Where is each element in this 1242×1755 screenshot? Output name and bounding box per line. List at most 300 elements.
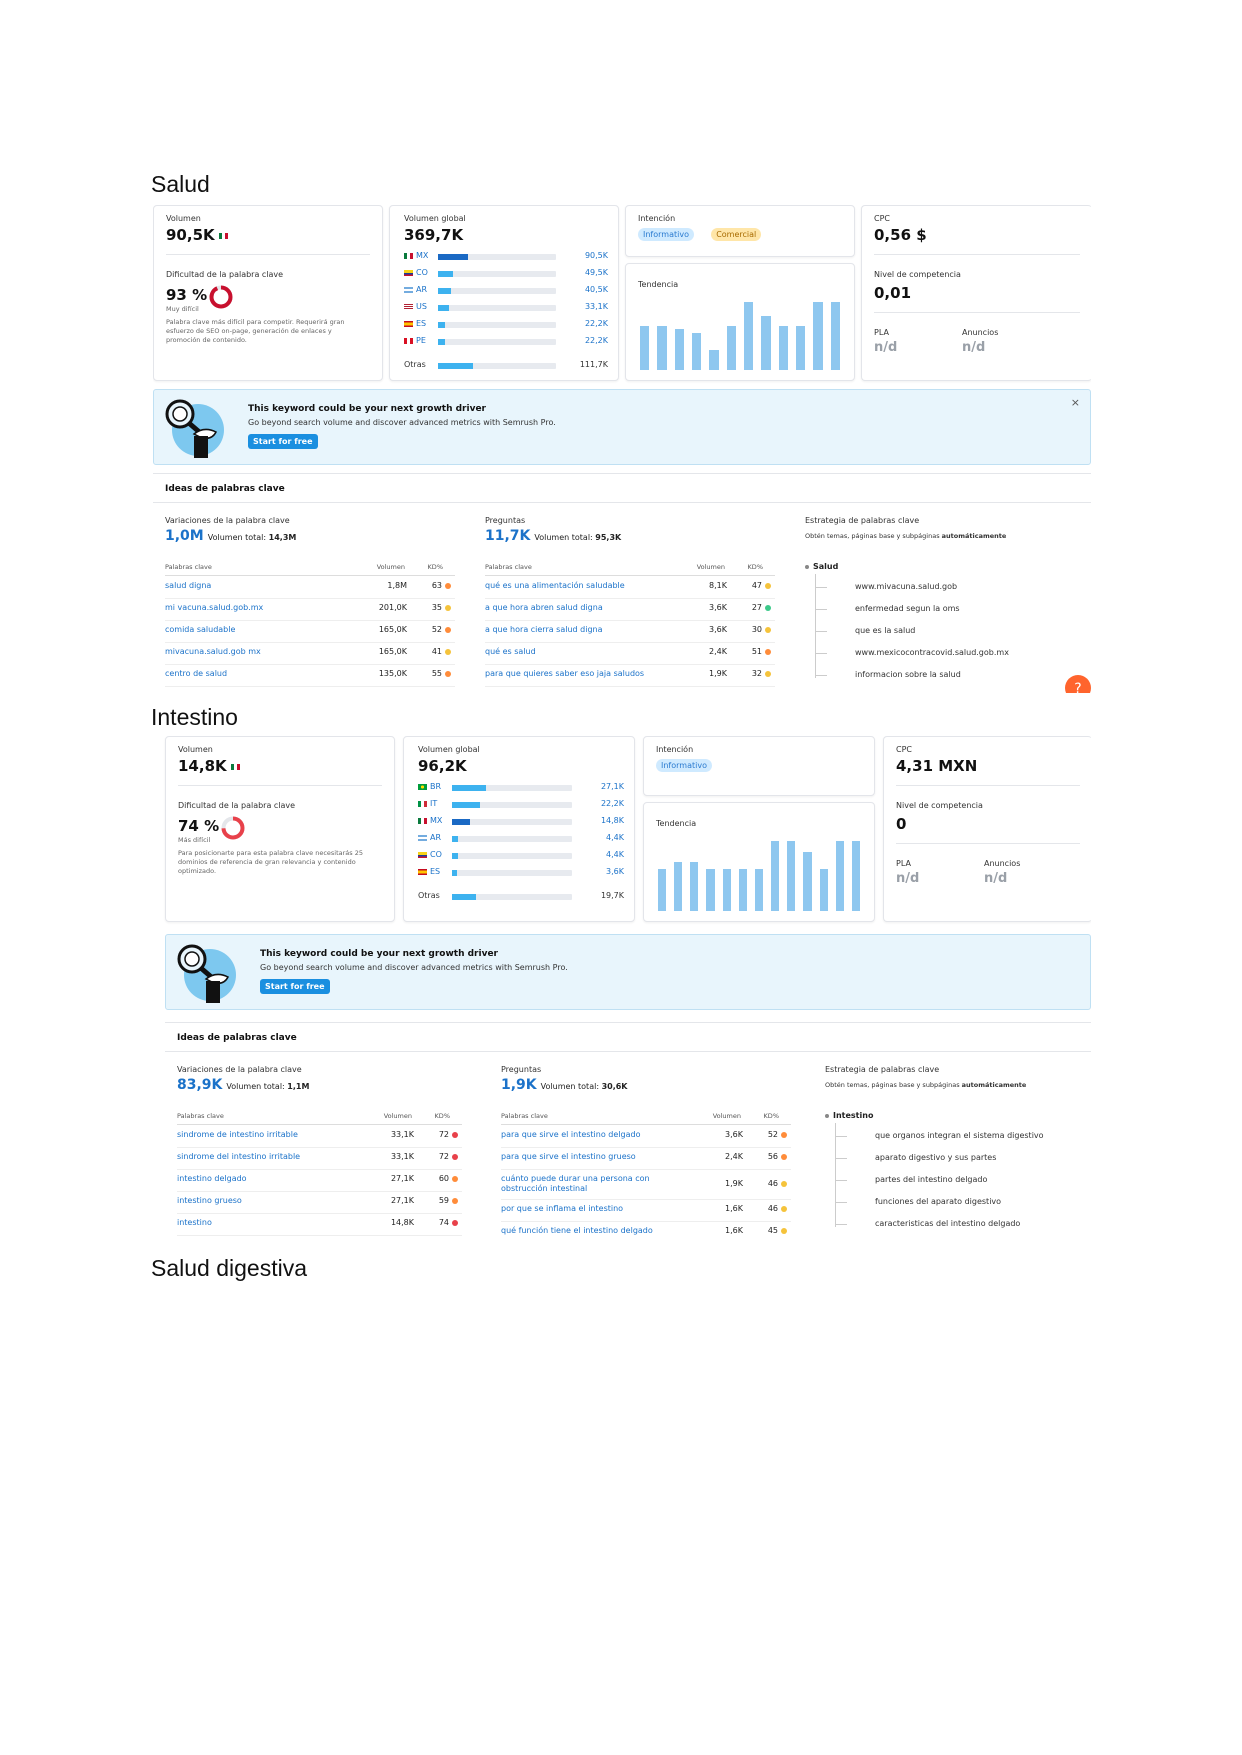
global-volume-value: 369,7K [404, 226, 464, 244]
kd-value: 59 [438, 1196, 449, 1205]
variations-title: Variaciones de la palabra clave [165, 516, 290, 525]
mascot-magnifier-icon [172, 939, 238, 1003]
variations-column [165, 510, 455, 693]
variations-table-header [165, 563, 455, 576]
country-value[interactable]: 90,5K [584, 251, 608, 260]
volume-cell: 1,9K [709, 669, 727, 678]
country-value[interactable]: 22,2K [584, 319, 608, 328]
cpc-label: CPC [896, 745, 912, 754]
strategy-desc-text: Obtén temas, páginas base y subpáginas [825, 1081, 960, 1089]
ideas-divider [165, 1051, 1091, 1052]
country-row [418, 849, 624, 862]
strategy-item[interactable]: enfermedad segun la oms [855, 604, 960, 613]
trend-bar [813, 302, 822, 370]
kd-cell [439, 1130, 458, 1139]
heading-salud: Salud [151, 171, 210, 197]
keyword-ideas-panel [153, 473, 1091, 693]
volume-cell: 1,6K [725, 1226, 743, 1235]
keyword-link[interactable]: cuánto puede durar una persona con obstrucción intestinal [501, 1174, 650, 1193]
kd-value: 74 [438, 1218, 449, 1227]
trend-bar [836, 841, 844, 911]
kd-cell [439, 1174, 458, 1183]
volume-cell: 2,4K [709, 647, 727, 656]
country-row [404, 301, 608, 314]
strategy-item[interactable]: que organos integran el sistema digestivo [875, 1131, 1044, 1140]
table-row [177, 1147, 462, 1170]
strategy-item[interactable]: partes del intestino delgado [875, 1175, 988, 1184]
country-value[interactable]: 27,1K [600, 782, 624, 791]
table-row [177, 1191, 462, 1214]
trend-chart [640, 302, 840, 370]
trend-bar [779, 326, 788, 370]
volume-cell: 201,0K [378, 603, 407, 612]
keyword-link[interactable]: mi vacuna.salud.gob.mx [165, 603, 264, 612]
trend-card [625, 263, 855, 381]
total-label: Volumen total: [534, 533, 593, 542]
kd-dot-icon [765, 605, 771, 611]
kd-dot-icon [452, 1132, 458, 1138]
keyword-ideas-panel [165, 1022, 1091, 1242]
table-row [485, 620, 775, 643]
strategy-branch [815, 675, 827, 676]
banner-title: This keyword could be your next growth driver [260, 949, 498, 959]
table-row [165, 598, 455, 621]
kd-dot-icon [781, 1132, 787, 1138]
kd-value: 46 [767, 1204, 778, 1213]
questions-column [501, 1059, 791, 1242]
questions-count[interactable] [485, 528, 621, 544]
col-volume: Volumen [383, 1112, 412, 1120]
trend-bar [706, 869, 714, 911]
difficulty-label: Dificultad de la palabra clave [178, 801, 296, 810]
kd-dot-icon [452, 1220, 458, 1226]
country-value[interactable]: 4,4K [606, 850, 624, 859]
table-row [485, 642, 775, 665]
flag-pe-icon [404, 338, 413, 344]
country-value[interactable]: 4,4K [606, 833, 624, 842]
keyword-link[interactable]: para que quieres saber eso jaja saludos [485, 669, 645, 678]
trend-bar [640, 326, 649, 370]
keyword-link[interactable]: qué es salud [485, 647, 536, 656]
country-row [418, 832, 624, 845]
difficulty-label: Dificultad de la palabra clave [166, 270, 284, 279]
variations-title: Variaciones de la palabra clave [177, 1065, 302, 1074]
keyword-link[interactable]: sindrome de intestino irritable [177, 1130, 298, 1139]
volume-cell: 1,8M [387, 581, 407, 590]
kd-value: 72 [438, 1130, 449, 1139]
help-button[interactable]: ? [1065, 675, 1091, 693]
strategy-item[interactable]: funciones del aparato digestivo [875, 1197, 1002, 1206]
start-free-button[interactable]: Start for free [248, 434, 318, 449]
kd-value: 56 [767, 1152, 778, 1161]
mascot-magnifier-icon [160, 394, 226, 458]
country-bar-track [438, 322, 556, 328]
strategy-root[interactable] [825, 1111, 873, 1120]
competition-divider [874, 312, 1080, 313]
col-keywords: Palabras clave [165, 563, 212, 571]
volume-cell: 3,6K [725, 1130, 743, 1139]
difficulty-donut [220, 815, 246, 841]
country-bar-fill [438, 305, 449, 311]
strategy-branch [815, 587, 827, 588]
total-value: 1,1M [287, 1082, 310, 1091]
global-volume-card [403, 736, 635, 922]
difficulty-donut [208, 284, 234, 310]
strategy-root[interactable] [805, 562, 838, 571]
volume-cell: 33,1K [390, 1130, 414, 1139]
global-volume-card [389, 205, 619, 381]
strategy-item[interactable]: que es la salud [855, 626, 916, 635]
questions-count[interactable] [501, 1077, 628, 1093]
close-icon[interactable]: × [1070, 396, 1080, 409]
trend-bar [771, 841, 779, 911]
country-bar-track [438, 271, 556, 277]
country-bar-track [438, 288, 556, 294]
volume-cell: 14,8K [390, 1218, 414, 1227]
strategy-branch [835, 1202, 847, 1203]
intent-badge: Informativo [638, 228, 694, 241]
kd-dot-icon [765, 649, 771, 655]
volume-number: 14,8K [178, 757, 227, 775]
kd-cell [439, 1218, 458, 1227]
keyword-link[interactable]: para que sirve el intestino grueso [501, 1152, 636, 1161]
kd-dot-icon [765, 583, 771, 589]
kd-value: 55 [431, 669, 442, 678]
keyword-link[interactable]: por que se inflama el intestino [501, 1204, 624, 1213]
questions-column [485, 510, 775, 693]
col-kd: KD% [427, 563, 443, 571]
kd-value: 45 [767, 1226, 778, 1235]
keyword-link[interactable]: intestino grueso [177, 1196, 242, 1205]
country-value[interactable]: 22,2K [600, 799, 624, 808]
kd-cell [768, 1152, 787, 1161]
heading-intestino: Intestino [151, 704, 238, 730]
strategy-description [825, 1081, 1026, 1090]
country-row [418, 781, 624, 794]
trend-bar [755, 869, 763, 911]
kd-cell [752, 625, 771, 634]
table-row [501, 1125, 791, 1148]
table-row [177, 1213, 462, 1236]
strategy-desc-bold: automáticamente [941, 532, 1007, 540]
banner-subtitle: Go beyond search volume and discover advanced metrics with Semrush Pro. [248, 418, 556, 427]
trend-bar [820, 869, 828, 911]
kd-dot-icon [781, 1228, 787, 1234]
variations-column [177, 1059, 462, 1242]
kd-value: 47 [751, 581, 762, 590]
intent-label: Intención [638, 214, 676, 223]
country-code[interactable]: CO [416, 268, 428, 277]
kd-cell [768, 1204, 787, 1213]
volume-cell: 135,0K [378, 669, 407, 678]
trend-bar [657, 326, 666, 370]
kd-value: 60 [438, 1174, 449, 1183]
table-row [485, 598, 775, 621]
country-value[interactable]: 33,1K [584, 302, 608, 311]
others-label: Otras [418, 891, 440, 900]
country-value[interactable]: 14,8K [600, 816, 624, 825]
col-kd: KD% [434, 1112, 450, 1120]
country-bar-fill [438, 322, 445, 328]
flag-us-icon [404, 304, 413, 310]
kd-dot-icon [445, 605, 451, 611]
volume-label: Volumen [178, 745, 213, 754]
others-bar-track [452, 894, 572, 900]
trend-bar [744, 302, 753, 370]
kd-cell [432, 647, 451, 656]
trend-label: Tendencia [656, 819, 697, 828]
strategy-branch [815, 653, 827, 654]
strategy-desc-text: Obtén temas, páginas base y subpáginas [805, 532, 940, 540]
trend-bar [658, 869, 666, 911]
kd-value: 32 [751, 669, 762, 678]
others-bar-fill [452, 894, 476, 900]
strategy-item[interactable]: caracteristicas del intestino delgado [875, 1219, 1021, 1228]
col-keywords: Palabras clave [177, 1112, 224, 1120]
trend-bar [674, 862, 682, 911]
total-label: Volumen total: [540, 1082, 600, 1091]
kd-dot-icon [445, 583, 451, 589]
pla-value: n/d [896, 871, 920, 886]
kd-dot-icon [781, 1206, 787, 1212]
country-bar-track [452, 819, 572, 825]
strategy-item[interactable]: aparato digestivo y sus partes [875, 1153, 997, 1162]
country-row [418, 866, 624, 879]
country-bar-track [452, 836, 572, 842]
strategy-branch [815, 609, 827, 610]
col-volume: Volumen [376, 563, 405, 571]
strategy-root-label: Intestino [833, 1111, 874, 1120]
table-row [485, 664, 775, 687]
strategy-item[interactable]: www.mexicocontracovid.salud.gob.mx [855, 648, 1009, 657]
keyword-link[interactable]: intestino delgado [177, 1174, 247, 1183]
bullet-icon [825, 1114, 829, 1118]
trend-bar [692, 333, 701, 370]
country-code[interactable]: MX [416, 251, 429, 260]
strategy-item[interactable]: informacion sobre la salud [855, 670, 961, 679]
table-row [501, 1147, 791, 1170]
country-code[interactable]: BR [430, 782, 442, 791]
mx-flag-icon [219, 233, 228, 239]
kd-cell [432, 625, 451, 634]
country-bar-fill [438, 254, 468, 260]
kd-value: 30 [751, 625, 762, 634]
country-bar-fill [452, 870, 457, 876]
kd-cell [439, 1196, 458, 1205]
others-value: 111,7K [579, 360, 608, 369]
kd-value: 35 [431, 603, 442, 612]
difficulty-value: 93 % [166, 286, 208, 304]
questions-title: Preguntas [485, 516, 526, 525]
volume-label: Volumen [166, 214, 201, 223]
country-bar-fill [452, 785, 486, 791]
country-value[interactable]: 40,5K [584, 285, 608, 294]
flag-it-icon [418, 801, 427, 807]
country-code[interactable]: PE [416, 336, 426, 345]
variations-total [208, 533, 297, 542]
kd-dot-icon [445, 671, 451, 677]
ideas-title: Ideas de palabras clave [177, 1033, 297, 1043]
country-code[interactable]: AR [416, 285, 428, 294]
volume-cell: 165,0K [378, 647, 407, 656]
kd-value: 63 [431, 581, 442, 590]
competition-divider [896, 843, 1080, 844]
table-row [501, 1169, 791, 1200]
trend-bar [709, 350, 718, 370]
difficulty-level: Muy difícil [166, 305, 199, 313]
strategy-title: Estrategia de palabras clave [825, 1065, 940, 1074]
country-bar-fill [452, 853, 458, 859]
ads-value: n/d [962, 340, 986, 355]
country-code[interactable]: US [416, 302, 427, 311]
difficulty-description: Palabra clave más difícil para competir. Requerirá gran esfuerzo de SEO on-page, generación de enlaces y promoción de contenido. [166, 318, 345, 344]
country-code[interactable]: ES [430, 867, 441, 876]
cpc-card [861, 205, 1091, 381]
keyword-link[interactable]: mivacuna.salud.gob mx [165, 647, 261, 656]
trend-bar [761, 316, 770, 370]
strategy-item[interactable]: www.mivacuna.salud.gob [855, 582, 958, 591]
competition-label: Nivel de competencia [896, 801, 983, 810]
country-code[interactable]: AR [430, 833, 442, 842]
volume-cell: 33,1K [390, 1152, 414, 1161]
trend-bar [803, 852, 811, 912]
kd-value: 27 [751, 603, 762, 612]
country-bar-track [452, 870, 572, 876]
country-value[interactable]: 3,6K [606, 867, 624, 876]
country-bar-fill [438, 288, 451, 294]
flag-co-icon [418, 852, 427, 858]
keyword-link[interactable]: intestino [177, 1218, 212, 1227]
table-row [165, 664, 455, 687]
country-row [404, 284, 608, 297]
questions-count-value: 1,9K [501, 1077, 537, 1093]
ads-value: n/d [984, 871, 1008, 886]
kd-cell [752, 603, 771, 612]
volume-cell: 3,6K [709, 625, 727, 634]
kd-cell [439, 1152, 458, 1161]
kd-cell [432, 581, 451, 590]
country-value[interactable]: 49,5K [584, 268, 608, 277]
start-free-button[interactable]: Start for free [260, 979, 330, 994]
intent-card [643, 736, 875, 796]
table-row [165, 576, 455, 599]
strategy-branch [835, 1180, 847, 1181]
flag-ar-icon [404, 287, 413, 293]
country-bar-fill [438, 271, 453, 277]
questions-table-header [485, 563, 775, 576]
heading-salud-digestiva: Salud digestiva [151, 1255, 307, 1281]
keyword-link[interactable]: qué función tiene el intestino delgado [501, 1226, 653, 1235]
col-kd: KD% [763, 1112, 779, 1120]
keyword-link[interactable]: salud digna [165, 581, 212, 590]
intent-badge: Informativo [656, 759, 712, 772]
country-row [404, 267, 608, 280]
kd-cell [752, 647, 771, 656]
total-label: Volumen total: [207, 533, 267, 542]
country-code[interactable]: ES [416, 319, 427, 328]
country-bar-track [438, 305, 556, 311]
volume-number: 90,5K [166, 226, 215, 244]
mx-flag-icon [231, 764, 240, 770]
keyword-link[interactable]: comida saludable [165, 625, 236, 634]
flag-br-icon [418, 784, 427, 790]
variations-table-header [177, 1112, 462, 1125]
strategy-root-label: Salud [813, 562, 839, 571]
keyword-link[interactable]: para que sirve el intestino delgado [501, 1130, 641, 1139]
cpc-card [883, 736, 1091, 922]
variations-count[interactable] [177, 1077, 309, 1093]
strategy-tree-line [815, 574, 816, 678]
total-value: 30,6K [601, 1082, 628, 1091]
kd-dot-icon [781, 1181, 787, 1187]
strategy-desc-bold: automáticamente [961, 1081, 1027, 1089]
trend-bar [787, 841, 795, 911]
volume-cell: 2,4K [725, 1152, 743, 1161]
keyword-link[interactable]: a que hora cierra salud digna [485, 625, 603, 634]
kd-cell [752, 581, 771, 590]
volume-value [178, 757, 240, 775]
trend-label: Tendencia [638, 280, 679, 289]
volume-cell: 3,6K [709, 603, 727, 612]
volume-cell: 1,6K [725, 1204, 743, 1213]
kd-dot-icon [445, 649, 451, 655]
keyword-link[interactable]: sindrome del intestino irritable [177, 1152, 301, 1161]
kd-dot-icon [452, 1176, 458, 1182]
trend-bar [675, 329, 684, 370]
kd-cell [432, 603, 451, 612]
trend-bar [831, 302, 840, 370]
trend-bar [727, 326, 736, 370]
country-row [404, 250, 608, 263]
country-row [418, 815, 624, 828]
volume-divider [166, 254, 370, 255]
country-code[interactable]: MX [430, 816, 443, 825]
volume-cell: 8,1K [709, 581, 727, 590]
others-value: 19,7K [600, 891, 624, 900]
cpc-divider [896, 785, 1080, 786]
col-volume: Volumen [712, 1112, 741, 1120]
col-keywords: Palabras clave [485, 563, 532, 571]
cpc-label: CPC [874, 214, 890, 223]
strategy-branch [835, 1158, 847, 1159]
country-row [418, 798, 624, 811]
variations-count[interactable] [165, 528, 296, 544]
keyword-link[interactable]: centro de salud [165, 669, 228, 678]
table-row [165, 642, 455, 665]
volume-cell: 165,0K [378, 625, 407, 634]
country-bar-fill [452, 819, 470, 825]
banner-subtitle: Go beyond search volume and discover advanced metrics with Semrush Pro. [260, 963, 568, 972]
country-bar-track [438, 254, 556, 260]
country-value[interactable]: 22,2K [584, 336, 608, 345]
difficulty-value: 74 % [178, 817, 220, 835]
volume-card [153, 205, 383, 381]
country-code[interactable]: CO [430, 850, 442, 859]
questions-total [534, 533, 621, 542]
keyword-link[interactable]: a que hora abren salud digna [485, 603, 603, 612]
kd-cell [768, 1130, 787, 1139]
keyword-link[interactable]: qué es una alimentación saludable [485, 581, 625, 590]
flag-co-icon [404, 270, 413, 276]
country-bar-track [438, 339, 556, 345]
country-code[interactable]: IT [430, 799, 438, 808]
kd-dot-icon [765, 627, 771, 633]
global-volume-label: Volumen global [404, 214, 466, 223]
strategy-branch [835, 1224, 847, 1225]
country-bar-fill [452, 836, 458, 842]
volume-divider [178, 785, 382, 786]
variations-count-value: 1,0M [165, 528, 204, 544]
